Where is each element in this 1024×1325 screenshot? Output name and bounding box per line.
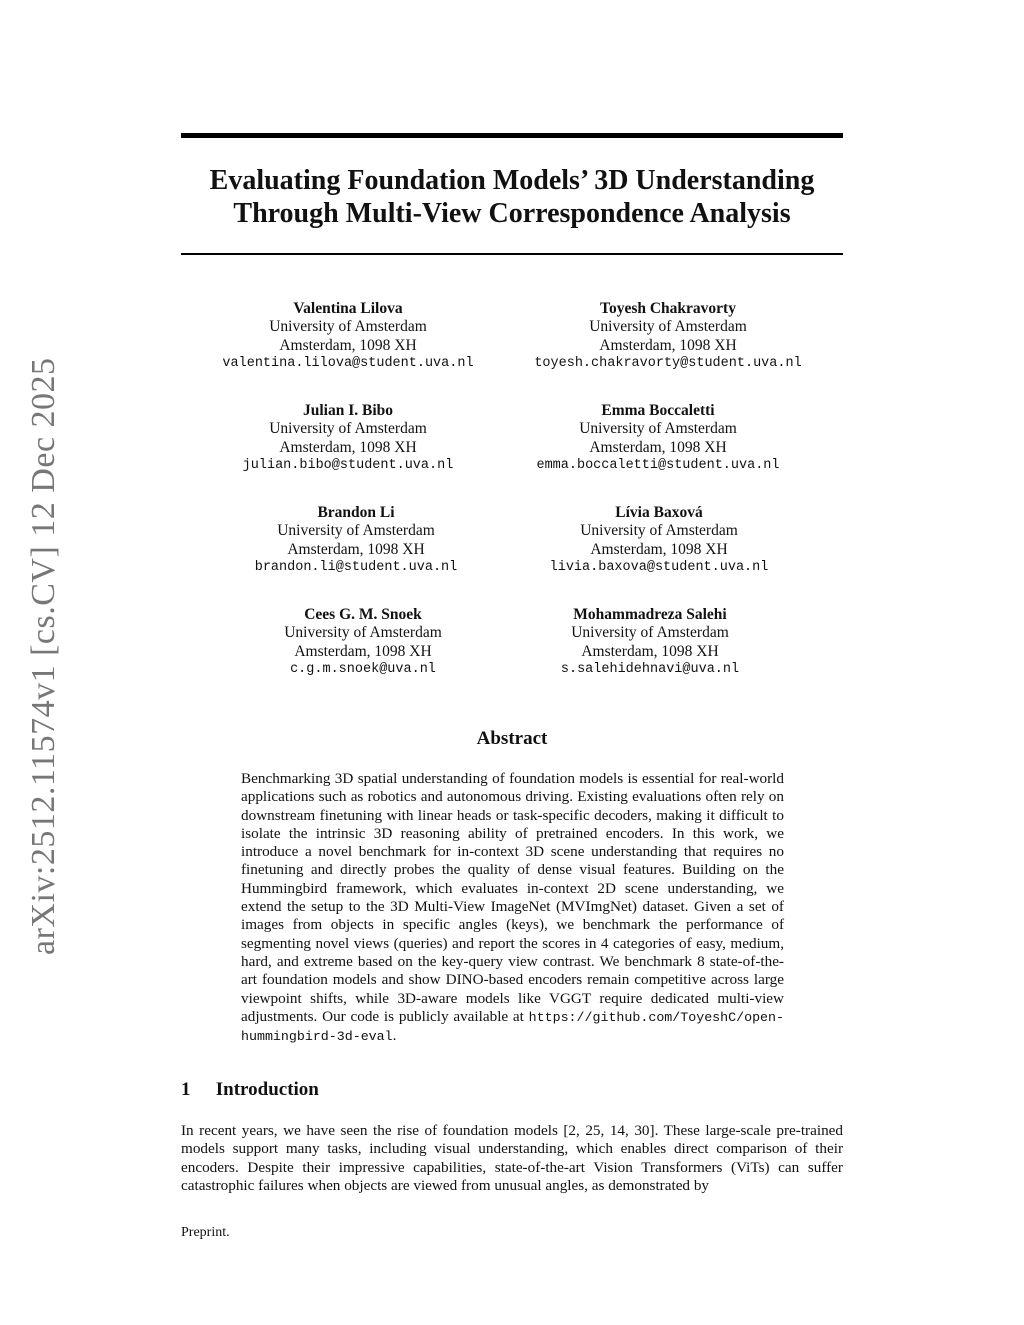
author-email[interactable]: valentina.lilova@student.uva.nl <box>222 356 474 372</box>
introduction-paragraph: In recent years, we have seen the rise of foundation models [2, 25, 14, 30]. These large-scale pre-trained models support many tasks, including visual understanding, which enables direct comparison of their encoders. Despite their impressive capabilities, state-of-the-art Vision Transformers (ViTs) can suffer catastrophic failures when objects are viewed from unusual angles, as demonstrated by <box>181 1122 843 1195</box>
preprint-footer: Preprint. <box>181 1225 230 1240</box>
author-affiliation: University of Amsterdam <box>589 318 747 336</box>
author-entry <box>508 300 828 374</box>
section-heading <box>181 1079 319 1101</box>
author-location: Amsterdam, 1098 XH <box>294 642 432 660</box>
author-entry <box>203 606 523 680</box>
author-entry <box>498 402 818 476</box>
author-entry <box>188 402 508 476</box>
title-rule-bottom <box>181 253 843 255</box>
author-location: Amsterdam, 1098 XH <box>599 336 737 354</box>
author-entry <box>196 504 516 578</box>
author-location: Amsterdam, 1098 XH <box>279 336 417 354</box>
author-email[interactable]: c.g.m.snoek@uva.nl <box>290 662 436 678</box>
author-affiliation: University of Amsterdam <box>571 624 729 642</box>
author-name: Toyesh Chakravorty <box>600 300 736 317</box>
code-link[interactable]: https://github.com/ToyeshC/open-hummingbird-3d-eval <box>241 1009 784 1045</box>
abstract-text: Benchmarking 3D spatial understanding of foundation models is essential for real-world applications such as robotics and autonomous driving. Existing evaluations often rely on downstream finetuning with linear heads or task-specific decoders, making it difficult to isolate the intrinsic 3D reasoning ability of pretrained encoders. In this work, we introduce a novel benchmark for in-context 3D scene understanding that requires no finetuning and directly probes the quality of dense visual features. Building on the Hummingbird framework, which evaluates in-context 2D scene understanding, we extend the setup to the 3D Multi-View ImageNet (MVImgNet) dataset. Given a set of images from objects in specific angles (keys), we benchmark the performance of segmenting novel views (queries) and report the scores in 4 categories of easy, medium, hard, and extreme based on the key-query view contrast. We benchmark 8 state-of-the-art foundation models and show DINO-based encoders remain competitive across large viewpoint shifts, while 3D-aware models like VGGT require dedicated multi-view adjustments. Our code is publicly available at <box>241 770 784 1025</box>
author-name: Valentina Lilova <box>293 300 403 317</box>
author-name: Julian I. Bibo <box>302 402 394 419</box>
abstract-body <box>241 770 784 1046</box>
author-name: Mohammadreza Salehi <box>573 606 727 623</box>
author-affiliation: University of Amsterdam <box>277 522 435 540</box>
author-entry <box>499 504 819 578</box>
arxiv-identifier: arXiv:2512.11574v1 [cs.CV] 12 Dec 2025 <box>25 357 62 955</box>
author-affiliation: University of Amsterdam <box>580 522 738 540</box>
author-name: Lívia Baxová <box>615 504 703 521</box>
author-affiliation: University of Amsterdam <box>284 624 442 642</box>
author-name: Cees G. M. Snoek <box>304 606 422 623</box>
author-affiliation: University of Amsterdam <box>269 318 427 336</box>
abstract-heading: Abstract <box>476 728 548 749</box>
author-entry <box>188 300 508 374</box>
section-number: 1 <box>181 1079 191 1100</box>
abstract-period: . <box>392 1027 397 1045</box>
author-location: Amsterdam, 1098 XH <box>279 438 417 456</box>
author-email[interactable]: toyesh.chakravorty@student.uva.nl <box>534 356 802 372</box>
title-line-1: Evaluating Foundation Models’ 3D Understanding <box>209 165 815 196</box>
author-entry <box>490 606 810 680</box>
author-name: Emma Boccaletti <box>601 402 715 419</box>
author-location: Amsterdam, 1098 XH <box>287 540 425 558</box>
author-location: Amsterdam, 1098 XH <box>581 642 719 660</box>
author-location: Amsterdam, 1098 XH <box>590 540 728 558</box>
title-rule-top <box>181 133 843 138</box>
author-email[interactable]: livia.baxova@student.uva.nl <box>549 560 769 576</box>
author-location: Amsterdam, 1098 XH <box>589 438 727 456</box>
author-email[interactable]: julian.bibo@student.uva.nl <box>242 458 454 474</box>
author-email[interactable]: s.salehidehnavi@uva.nl <box>560 662 740 678</box>
title-line-2: Through Multi-View Correspondence Analysis <box>233 198 791 229</box>
author-name: Brandon Li <box>317 504 395 521</box>
author-affiliation: University of Amsterdam <box>579 420 737 438</box>
author-email[interactable]: emma.boccaletti@student.uva.nl <box>536 458 780 474</box>
author-email[interactable]: brandon.li@student.uva.nl <box>254 560 458 576</box>
section-title: Introduction <box>215 1079 319 1100</box>
paper-title <box>181 164 843 230</box>
author-affiliation: University of Amsterdam <box>269 420 427 438</box>
